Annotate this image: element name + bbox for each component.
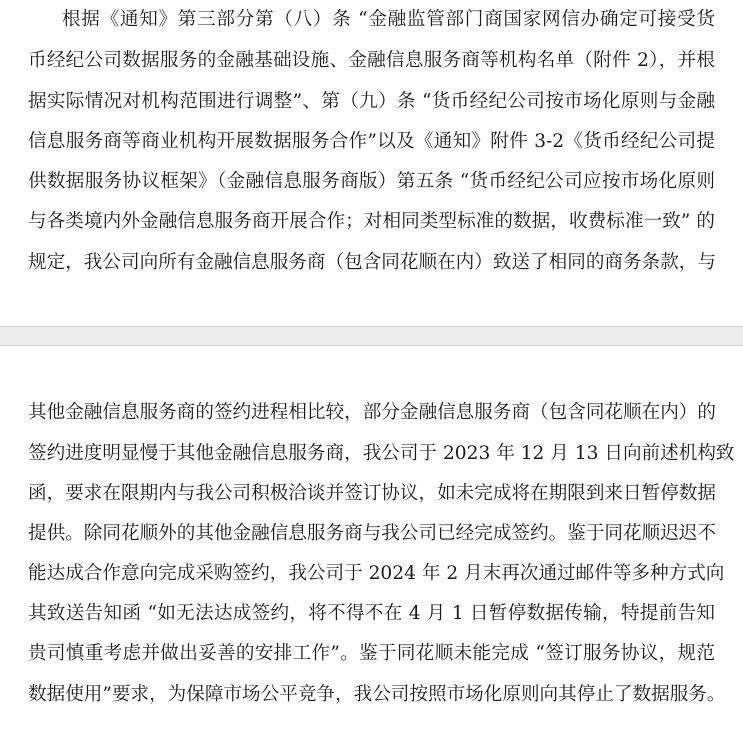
paragraph-line: 供数据服务协议框架》（金融信息服务商版）第五条 “货币经纪公司应按市场化原则: [28, 171, 715, 192]
paragraph-line: 与各类境内外金融信息服务商开展合作；对相同类型标准的数据，收费标准一致” 的: [28, 211, 715, 232]
document-page-2: [0, 346, 743, 735]
paragraph-line: 根据《通知》第三部分第（八）条 “金融监管部门商国家网信办确定可接受货: [62, 9, 715, 30]
paragraph-line: 信息服务商等商业机构开展数据服务合作”以及《通知》附件 3-2《货币经纪公司提: [28, 131, 715, 152]
paragraph-line: 其他金融信息服务商的签约进程相比较，部分金融信息服务商（包含同花顺在内）的: [28, 402, 716, 423]
paragraph-line: 数据使用”要求，为保障市场公平竞争，我公司按照市场化原则向其停止了数据服务。: [28, 684, 726, 705]
paragraph-line: 提供。除同花顺外的其他金融信息服务商与我公司已经完成签约。鉴于同花顺迟迟不: [28, 523, 716, 544]
paragraph-line: 据实际情况对机构范围进行调整”、第（九）条 “货币经纪公司按市场化原则与金融: [28, 91, 715, 112]
paragraph-line: 其致送告知函 “如无法达成签约，将不得不在 4 月 1 日暂停数据传输，特提前告知: [28, 603, 715, 624]
page-separator: [0, 326, 743, 346]
document-page-1: [0, 0, 743, 292]
paragraph-line: 币经纪公司数据服务的金融基础设施、金融信息服务商等机构名单（附件 2），并根: [28, 50, 715, 71]
paragraph-line: 贵司慎重考虑并做出妥善的安排工作”。鉴于同花顺未能完成 “签订服务协议，规范: [28, 643, 715, 664]
paragraph-line: 签约进度明显慢于其他金融信息服务商，我公司于 2023 年 12 月 13 日向前述机构致: [28, 443, 735, 464]
paragraph-line: 函，要求在限期内与我公司积极洽谈并签订协议，如未完成将在期限到来日暂停数据: [28, 483, 716, 504]
paragraph-line: 能达成合作意向完成采购签约，我公司于 2024 年 2 月末再次通过邮件等多种方式向: [28, 563, 725, 584]
paragraph-line: 规定，我公司向所有金融信息服务商（包含同花顺在内）致送了相同的商务条款，与: [28, 252, 716, 273]
